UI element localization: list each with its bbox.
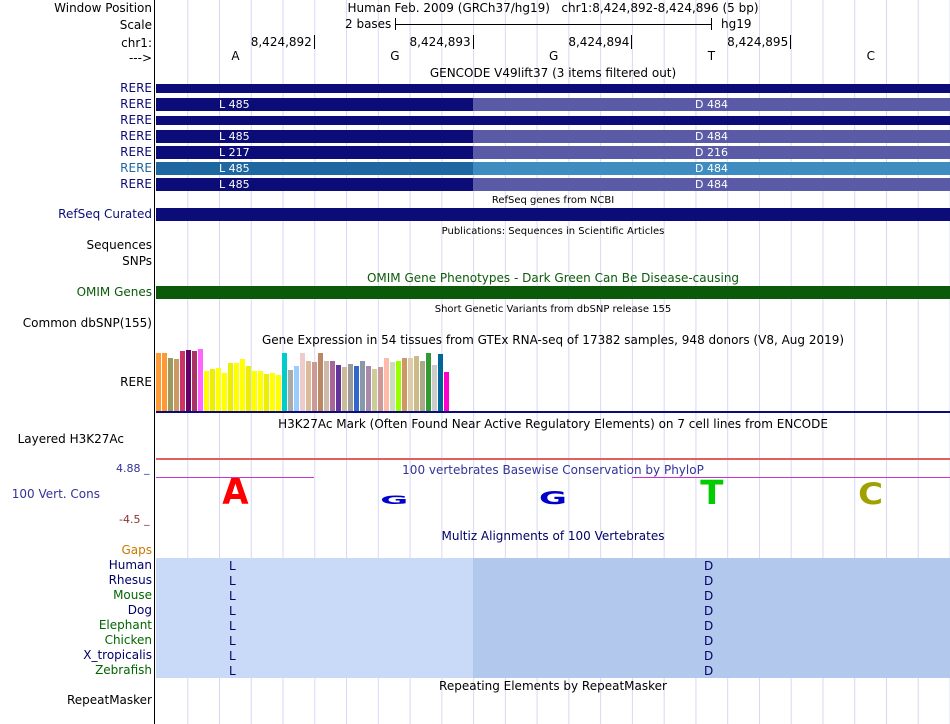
gencode-amino-acid-left: L 485 [219,98,250,111]
gencode-track-title[interactable]: GENCODE V49lift37 (3 items filtered out) [429,66,677,80]
h3k27ac-track-title[interactable]: H3K27Ac Mark (Often Found Near Active Regulatory Elements) on 7 cell lines from ENCODE [278,417,828,431]
gtex-tissue-bar[interactable] [198,349,203,411]
logo-letter: A [222,478,249,506]
gtex-tissue-bar[interactable] [282,353,287,411]
multiz-block-left [156,603,473,618]
gencode-amino-acid-right: D 484 [695,130,728,143]
multiz-species-label[interactable]: X_tropicalis [83,648,152,662]
gtex-tissue-bar[interactable] [414,356,419,411]
logo-letter: C [858,478,884,506]
gencode-transcript-bar[interactable] [156,84,950,93]
gtex-tissue-bar[interactable] [300,353,305,411]
label-column-separator [154,0,155,724]
gtex-tissue-bar[interactable] [180,351,185,411]
window-position-label: Window Position [54,1,152,15]
logo-letter: G [380,492,409,506]
gtex-tissue-bar[interactable] [318,353,323,411]
multiz-block-left [156,663,473,678]
gencode-row-label[interactable]: RERE [120,113,152,127]
multiz-amino-acid-right: D [704,619,714,633]
multiz-species-label[interactable]: Mouse [113,588,152,602]
gencode-amino-acid-right: D 484 [695,178,728,191]
multiz-block-left [156,648,473,663]
gtex-tissue-bar[interactable] [186,350,191,411]
scale-tick-right [711,18,712,30]
multiz-amino-acid-right: D [704,634,714,648]
gencode-amino-acid-right: D 484 [695,98,728,111]
gtex-tissue-bar[interactable] [426,353,431,411]
gtex-tissue-bar[interactable] [192,351,197,411]
gtex-tissue-bar[interactable] [366,366,371,411]
gencode-row-label[interactable]: RERE [120,97,152,111]
gencode-row-label[interactable]: RERE [120,177,152,191]
gtex-tissue-bar[interactable] [204,371,209,411]
phylop-max-label: 4.88 _ [116,462,150,475]
gtex-tissue-bar[interactable] [336,365,341,411]
gtex-tissue-bar[interactable] [390,362,395,411]
gencode-codon-left[interactable] [156,178,473,191]
scale-bar [395,24,711,25]
multiz-species-label[interactable]: Elephant [98,618,152,632]
gtex-tissue-bar[interactable] [270,373,275,411]
base-letter: C [866,49,875,63]
sequences-label[interactable]: Sequences [86,238,152,252]
coordinate-label: 8,424,892 [250,35,312,49]
gtex-tissue-bar[interactable] [312,362,317,411]
multiz-amino-acid-left: L [229,619,236,633]
omim-label[interactable]: OMIM Genes [76,285,152,299]
strand-label: ---> [128,51,152,65]
dbsnp-label[interactable]: Common dbSNP(155) [22,316,152,330]
gtex-tissue-bar[interactable] [384,358,389,411]
multiz-amino-acid-right: D [704,589,714,603]
gtex-tissue-bar[interactable] [216,368,221,411]
multiz-block-left [156,618,473,633]
gtex-tissue-bar[interactable] [246,366,251,411]
gtex-tissue-bar[interactable] [168,358,173,411]
gencode-amino-acid-left: L 217 [219,146,250,159]
gtex-tissue-bar[interactable] [162,353,167,411]
publications-track-title[interactable]: Publications: Sequences in Scientific Articles [441,226,665,237]
multiz-amino-acid-right: D [704,649,714,663]
multiz-block-left [156,588,473,603]
gtex-tissue-bar[interactable] [258,371,263,411]
gtex-tissue-bar[interactable] [378,367,383,411]
gencode-amino-acid-left: L 485 [219,130,250,143]
multiz-amino-acid-left: L [229,604,236,618]
gtex-baseline [156,411,950,413]
gtex-tissue-bar[interactable] [252,371,257,411]
gtex-tissue-bar[interactable] [372,369,377,411]
gtex-tissue-bar[interactable] [324,361,329,411]
h3k27ac-signal-line [156,458,950,460]
gtex-tissue-bar[interactable] [342,367,347,411]
h3k27ac-label[interactable]: Layered H3K27Ac [17,432,124,446]
gtex-tissue-bar[interactable] [240,359,245,411]
multiz-species-label[interactable]: Zebrafish [95,663,152,677]
gtex-tissue-bar[interactable] [294,366,299,411]
gencode-amino-acid-right: D 216 [695,146,728,159]
gtex-tissue-bar[interactable] [438,354,443,411]
gtex-tissue-bar[interactable] [330,361,335,411]
omim-gene-bar[interactable] [156,286,950,299]
multiz-amino-acid-left: L [229,559,236,573]
gtex-tissue-bar[interactable] [264,374,269,411]
gaps-label: Gaps [121,543,152,557]
refseq-track-title[interactable]: RefSeq genes from NCBI [491,195,615,206]
gtex-tissue-bar[interactable] [174,359,179,411]
gtex-tissue-bar[interactable] [402,358,407,411]
base-letter: G [549,49,559,63]
gtex-tissue-bar[interactable] [420,361,425,411]
base-letter: A [231,49,240,63]
scale-text: 2 bases [345,17,392,31]
phylop-track-title[interactable]: 100 vertebrates Basewise Conservation by PhyloP [402,463,704,477]
scale-db: hg19 [721,17,752,31]
dbsnp-track-title[interactable]: Short Genetic Variants from dbSNP release 155 [434,304,672,315]
multiz-amino-acid-left: L [229,649,236,663]
multiz-block-left [156,633,473,648]
multiz-amino-acid-right: D [704,664,714,678]
gencode-amino-acid-left: L 485 [219,178,250,191]
gencode-row-label[interactable]: RERE [120,81,152,95]
window-position-value: Human Feb. 2009 (GRCh37/hg19) chr1:8,424,892-8,424,896 (5 bp) [347,1,759,15]
multiz-block-left [156,573,473,588]
gtex-track-title[interactable]: Gene Expression in 54 tissues from GTEx RNA-seq of 17382 samples, 948 donors (V8, Aug 2019) [261,333,845,347]
gtex-tissue-bar[interactable] [432,365,437,411]
logo-letter: T [700,478,724,506]
refseq-gene-bar[interactable] [156,208,950,221]
multiz-amino-acid-left: L [229,574,236,588]
gtex-tissue-bar[interactable] [156,353,161,411]
gencode-codon-left[interactable] [156,162,473,175]
gtex-tissue-bar[interactable] [228,363,233,411]
gencode-codon-left[interactable] [156,98,473,111]
multiz-amino-acid-left: L [229,589,236,603]
scale-label: Scale [119,18,152,32]
repeatmasker-label[interactable]: RepeatMasker [66,693,152,707]
gencode-amino-acid-left: L 485 [219,162,250,175]
coordinate-tick [790,35,791,49]
gtex-bar-chart[interactable] [156,349,556,412]
multiz-track-title[interactable]: Multiz Alignments of 100 Vertebrates [441,529,665,543]
coordinate-label: 8,424,894 [568,35,630,49]
omim-track-title[interactable]: OMIM Gene Phenotypes - Dark Green Can Be Disease-causing [366,271,740,285]
base-letter: G [390,49,400,63]
gtex-tissue-bar[interactable] [354,366,359,411]
gencode-codon-left[interactable] [156,146,473,159]
gtex-tissue-bar[interactable] [408,358,413,411]
gencode-row-label[interactable]: RERE [120,145,152,159]
gtex-label[interactable]: RERE [120,375,152,389]
snps-label[interactable]: SNPs [122,254,152,268]
gtex-tissue-bar[interactable] [348,364,353,411]
phylop-min-label: -4.5 _ [119,513,150,526]
multiz-amino-acid-right: D [704,574,714,588]
coordinate-label: 8,424,893 [409,35,471,49]
multiz-species-label[interactable]: Human [108,558,152,572]
base-letter: T [707,49,716,63]
chrom-label: chr1: [121,36,152,50]
gtex-tissue-bar[interactable] [360,361,365,411]
coordinate-tick [473,35,474,49]
phylop-label[interactable]: 100 Vert. Cons [11,487,100,501]
multiz-amino-acid-left: L [229,634,236,648]
gtex-tissue-bar[interactable] [234,363,239,411]
gencode-amino-acid-right: D 484 [695,162,728,175]
multiz-block-left [156,558,473,573]
gtex-tissue-bar[interactable] [396,361,401,411]
gtex-tissue-bar[interactable] [444,372,449,411]
gtex-tissue-bar[interactable] [306,361,311,411]
phylop-sequence-logo[interactable] [156,478,950,506]
coordinate-tick [314,35,315,49]
multiz-species-label[interactable]: Rhesus [108,573,152,587]
refseq-label[interactable]: RefSeq Curated [58,207,152,221]
logo-letter: G [539,488,567,506]
multiz-amino-acid-right: D [704,559,714,573]
gtex-tissue-bar[interactable] [222,373,227,411]
gtex-tissue-bar[interactable] [210,369,215,411]
multiz-species-label[interactable]: Chicken [104,633,152,647]
gencode-row-label[interactable]: RERE [120,161,152,175]
multiz-species-label[interactable]: Dog [127,603,152,617]
coordinate-tick [631,35,632,49]
gtex-tissue-bar[interactable] [288,370,293,411]
gtex-tissue-bar[interactable] [276,375,281,411]
gencode-row-label[interactable]: RERE [120,129,152,143]
multiz-amino-acid-right: D [704,604,714,618]
coordinate-label: 8,424,895 [727,35,789,49]
repeatmasker-track-title[interactable]: Repeating Elements by RepeatMasker [439,679,667,693]
multiz-amino-acid-left: L [229,664,236,678]
gencode-codon-left[interactable] [156,130,473,143]
gencode-transcript-bar[interactable] [156,116,950,125]
